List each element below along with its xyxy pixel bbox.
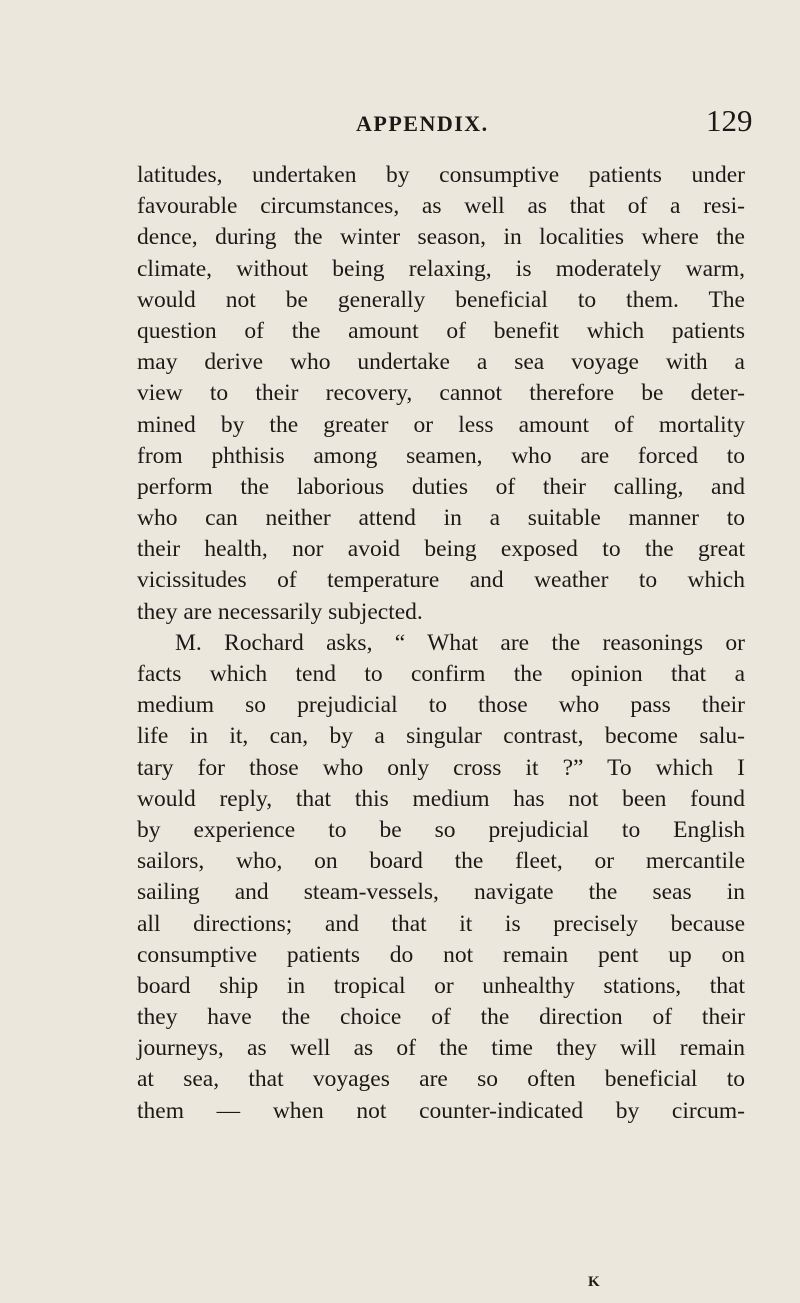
text-line: latitudes, undertaken by consumptive patients under	[137, 162, 745, 188]
text-line: question of the amount of benefit which patients	[137, 317, 745, 344]
running-head	[0, 103, 800, 143]
text-line: journeys, as well as of the time they will remain	[137, 1035, 745, 1062]
page-number: 129	[706, 103, 753, 138]
text-line: mined by the greater or less amount of mortality	[137, 411, 745, 438]
text-line: they are necessarily subjected.	[137, 598, 423, 625]
signature-mark: K	[588, 1274, 600, 1290]
text-line: sailing and steam-vessels, navigate the seas in	[137, 879, 745, 906]
text-line: would not be generally beneficial to them. The	[137, 286, 745, 313]
text-line: tary for those who only cross it ?” To which I	[137, 754, 745, 781]
text-line: view to their recovery, cannot therefore be deter-	[137, 380, 745, 407]
text-line: board ship in tropical or unhealthy stations, that	[137, 972, 745, 999]
text-line: M. Rochard asks, “ What are the reasonings or	[175, 629, 745, 656]
text-line: from phthisis among seamen, who are forced to	[137, 442, 745, 469]
text-line: who can neither attend in a suitable manner to	[137, 505, 745, 532]
text-line: their health, nor avoid being exposed to the great	[137, 536, 745, 563]
text-line: by experience to be so prejudicial to English	[137, 816, 745, 843]
text-line: dence, during the winter season, in localities where the	[137, 224, 745, 251]
text-line: perform the laborious duties of their calling, and	[137, 473, 745, 500]
text-line: would reply, that this medium has not been found	[137, 785, 745, 812]
text-line: they have the choice of the direction of their	[137, 1004, 745, 1031]
text-line: life in it, can, by a singular contrast, become salu-	[137, 723, 745, 750]
text-line: consumptive patients do not remain pent up on	[137, 941, 745, 968]
body-text	[137, 160, 745, 1127]
text-line: all directions; and that it is precisely because	[137, 910, 745, 937]
text-line: may derive who undertake a sea voyage with a	[137, 349, 745, 376]
text-line: at sea, that voyages are so often beneficial to	[137, 1066, 745, 1093]
text-line: sailors, who, on board the fleet, or mercantile	[137, 848, 745, 875]
text-line: facts which tend to confirm the opinion that a	[137, 661, 745, 687]
text-line: them — when not counter-indicated by circum-	[137, 1097, 745, 1124]
text-line: climate, without being relaxing, is moderately warm,	[137, 255, 745, 282]
text-line: vicissitudes of temperature and weather to which	[137, 567, 745, 594]
running-head-title: APPENDIX.	[356, 111, 489, 136]
text-line: favourable circumstances, as well as that of a resi-	[137, 193, 745, 220]
text-line: medium so prejudicial to those who pass their	[137, 692, 745, 719]
